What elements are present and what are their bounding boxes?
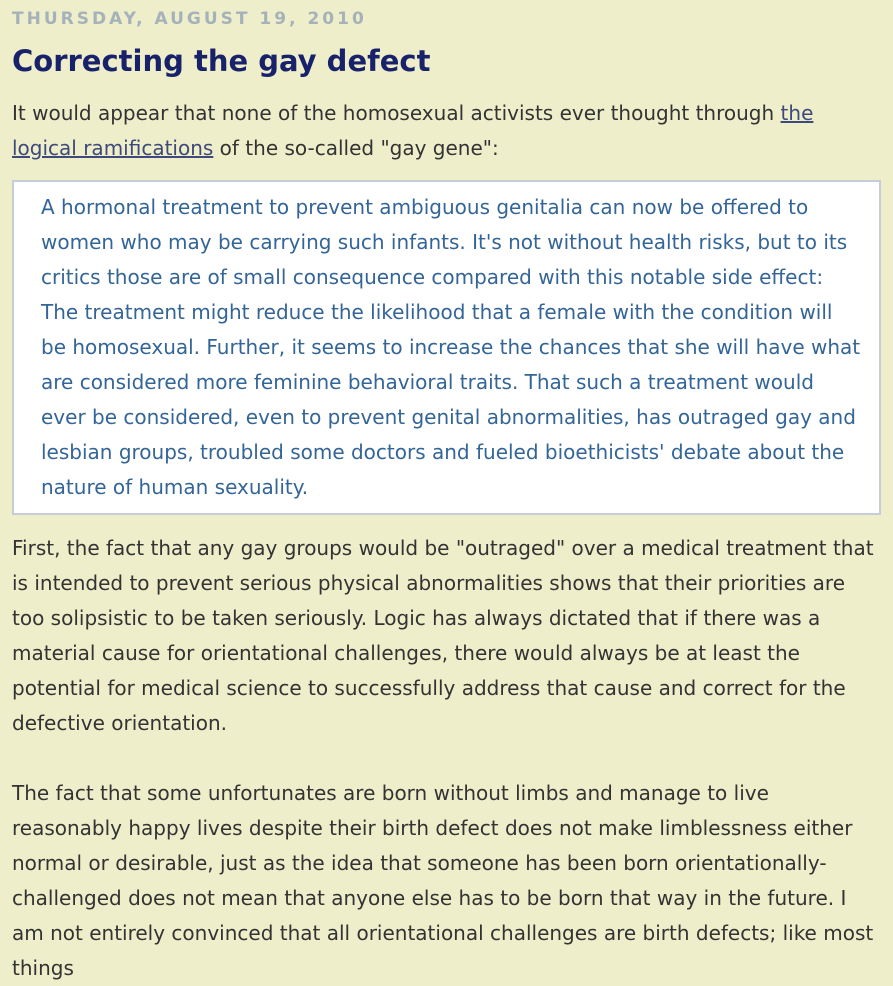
body-paragraph: The fact that some unfortunates are born without limbs and manage to live reasonably happy lives despite their birth defect does not make limblessness either normal or desirable, just as the idea that someone has been born orientationally-challenged does not mean that anyone else has to be born that way in the future. I am not entirely convinced that all orientational challenges are birth defects; like most things xyxy=(12,781,874,980)
intro-paragraph xyxy=(12,96,881,166)
post-title[interactable]: Correcting the gay defect xyxy=(12,44,431,78)
intro-text-after-link: of the so-called "gay gene": xyxy=(213,136,499,160)
intro-text-before-link: It would appear that none of the homosexual activists ever thought through xyxy=(12,101,781,125)
post-date: THURSDAY, AUGUST 19, 2010 xyxy=(12,9,367,29)
quoted-excerpt: A hormonal treatment to prevent ambiguous genitalia can now be offered to women who may be carrying such infants. It's not without health risks, but to its critics those are of small consequence compared with this notable side effect: The treatment might reduce the likelihood that a female with the condition will be homosexual. Further, it seems to increase the chances that she will have what are considered more feminine behavioral traits. That such a treatment would ever be considered, even to prevent genital abnormalities, has outraged gay and lesbian groups, troubled some doctors and fueled bioethicists' debate about the nature of human sexuality. xyxy=(12,180,881,515)
body-paragraph: First, the fact that any gay groups would be "outraged" over a medical treatment that is intended to prevent serious physical abnormalities shows that their priorities are too solipsistic to be taken seriously. Logic has always dictated that if there was a material cause for orientational challenges, there would always be at least the potential for medical science to successfully address that cause and correct for the defective orientation. xyxy=(12,536,874,735)
post-body xyxy=(12,96,881,986)
logical-ramifications-link[interactable]: the logical ramifications xyxy=(12,101,814,160)
